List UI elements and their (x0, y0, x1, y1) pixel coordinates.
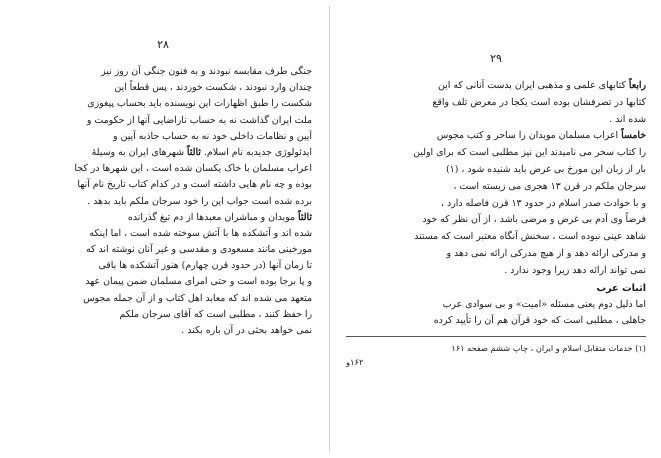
text-line: کتابها در تصرفشان بوده است یکجا در معرض تلف واقع (432, 96, 646, 108)
text-line: شاهد عینی نبوده است ، سخنش آنگاه معتبر است که مستند (414, 231, 646, 243)
text-span: ایدئولوژی جدیدبه نام اسلام. (203, 146, 312, 158)
text-line: متعهد می شده اند که معابد اهل کتاب و از آن جمله مجوس (83, 292, 312, 304)
text-line: نمی تواند ارائه دهد زیرا وجود ندارد . (504, 264, 646, 276)
text-span: شهرهای ایران به وسیلهٔ (91, 146, 184, 158)
text-line: چندان وارد نبودند ، شکست خوردند ، پس قطعاً این (114, 82, 312, 94)
text-line (346, 78, 646, 95)
text-line (14, 145, 312, 161)
text-line: و پا برجا بوده است و حتی امرای مسلمان ضمن پیمان عهد (85, 276, 312, 288)
page-gutter (329, 6, 330, 452)
keyword: خامساً (621, 130, 646, 142)
page-number: ۲۸ (157, 38, 169, 51)
text-line: فرضاً وی آدم بی غرض و مرضی باشد ، از آن نظر که خود (422, 214, 646, 226)
text-line: سرجان ملکم در قرن ۱۳ هجری می زیسته است ، (453, 180, 646, 192)
text-line: بار از زبان این مورخ بی غرض باید شنیده شود ، (۱) (445, 163, 646, 175)
text-line: را کتاب سحر می نامیدند این نیز مطلبی است که برای اولین (413, 147, 646, 159)
text-line: شکست را طبق اظهارات این نویسنده باید بحساب پیغوزی (87, 98, 312, 110)
text-line: را حفظ کنند ، مطلبی است که آقای سرجان ملکم (119, 308, 312, 320)
text-line: برده شده است جواب این را خود سرجان ملکم باید بدهد . (87, 195, 312, 207)
text-line: اعراب مسلمان با خاک یکسان شده است ، این شهرها در کجا (74, 163, 312, 175)
text-line: شده اند و آتشکده ها با آتش سوخته شده است ، اما اینکه (89, 227, 312, 239)
catchword: ۱۶۲و (346, 357, 364, 368)
keyword: ثالثاً (297, 211, 312, 223)
keyword: رابعاً (628, 80, 646, 91)
right-page (346, 0, 646, 458)
text-line: نمی خواهد بحثی در آن باره بکند . (181, 325, 312, 336)
text-line: ملت ایران گذاشت نه به حساب ناراضایی آنها از حکومت و (86, 114, 312, 126)
text-line: اما دلیل دوم یعنی مسئله «امیت» و بی سوادی عرب (442, 298, 646, 310)
text-line (14, 210, 312, 226)
text-line: آیین و نظامات داخلی خود نه به حساب جاذبه آیین و (113, 130, 312, 142)
keyword: ثالثاً (186, 146, 201, 158)
footnote-rule (346, 336, 646, 337)
section-heading: اثبات عرب (596, 282, 646, 294)
right-page-body (346, 78, 646, 369)
left-page (14, 0, 312, 458)
left-page-body (14, 64, 312, 339)
text-span: موبدان و مباشران معبدها از دم تیغ گذرانده (127, 211, 295, 223)
text-line: شده اند . (609, 113, 646, 125)
text-line: جاهلی ، مطلبی است که خود قرآن هم آن را تأیید کرده (433, 315, 646, 327)
text-line: مورخینی مانند مسعودی و مقدسی و غیر آنان نوشته اند که (85, 244, 312, 256)
text-span: اعراب مسلمان موبدان را ساحر و کتب مجوس (436, 130, 619, 142)
text-line: تا زمان آنها (در حدود قرن چهارم) هنوز آتشکده ها باقی (98, 260, 312, 272)
text-line: جنگی طرف مقابسه نبودند و به فنون جنگی آن روز نیز (101, 66, 312, 77)
footnote: (۱) خدمات متقابل اسلام و ایران ، چاپ ششم صفحه ۱۶۱ (451, 343, 646, 354)
text-line: و با حوادث صدر اسلام در حدود ۱۳ قرن فاصله دارد ، (441, 197, 646, 209)
page-number: ۲۹ (490, 52, 502, 65)
text-line: بوده و چه نام هایی داشته است و در کدام کتاب تاریخ نام آنها (77, 179, 312, 191)
text-line (346, 128, 646, 145)
text-span: کتابهای علمی و مذهبی ایران بدست آنانی که این (437, 80, 626, 91)
text-line: و مدرکی ارائه دهد و از هیچ مدرکی ارائه نمی دهد و (446, 247, 646, 259)
